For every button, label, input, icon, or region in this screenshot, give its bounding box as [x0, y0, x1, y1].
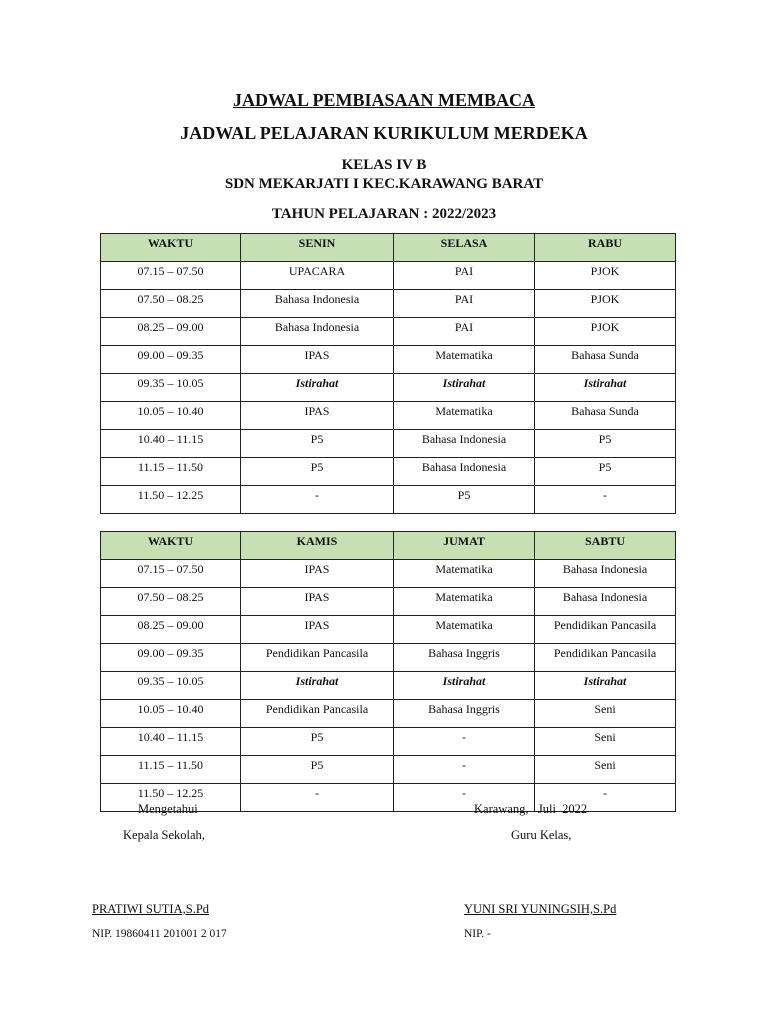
- subject-cell: Bahasa Indonesia: [394, 430, 535, 458]
- document-subtitle: JADWAL PELAJARAN KURIKULUM MERDEKA: [180, 123, 588, 143]
- principal-nip: NIP. 19860411 201001 2 017: [92, 928, 227, 940]
- time-cell: 10.05 – 10.40: [101, 402, 241, 430]
- subject-cell: Bahasa Indonesia: [241, 318, 394, 346]
- subject-cell: P5: [241, 728, 394, 756]
- table-row: [101, 374, 676, 402]
- subject-cell: Matematika: [394, 588, 535, 616]
- time-cell: 09.00 – 09.35: [101, 346, 241, 374]
- subject-cell: P5: [241, 756, 394, 784]
- subject-cell: Bahasa Inggris: [394, 644, 535, 672]
- subject-cell: -: [241, 784, 394, 812]
- principal-label: Kepala Sekolah,: [123, 828, 205, 842]
- subject-cell: -: [535, 486, 676, 514]
- acknowledged-label: Mengetahui: [138, 802, 198, 816]
- subject-cell: P5: [241, 458, 394, 486]
- subject-cell: IPAS: [241, 560, 394, 588]
- time-cell: 07.50 – 08.25: [101, 588, 241, 616]
- time-cell: 07.50 – 08.25: [101, 290, 241, 318]
- table-row: [101, 346, 676, 374]
- column-header: SELASA: [394, 234, 535, 262]
- subject-cell: Istirahat: [394, 374, 535, 402]
- subject-cell: UPACARA: [241, 262, 394, 290]
- subject-cell: Istirahat: [535, 672, 676, 700]
- subject-cell: PJOK: [535, 318, 676, 346]
- subject-cell: PAI: [394, 318, 535, 346]
- teacher-nip: NIP. -: [464, 928, 491, 940]
- subject-cell: Pendidikan Pancasila: [241, 644, 394, 672]
- table-row: [101, 290, 676, 318]
- subject-cell: Pendidikan Pancasila: [535, 616, 676, 644]
- subject-cell: -: [394, 784, 535, 812]
- subject-cell: PJOK: [535, 262, 676, 290]
- subject-cell: Matematika: [394, 402, 535, 430]
- subject-cell: Bahasa Indonesia: [394, 458, 535, 486]
- subject-cell: Pendidikan Pancasila: [241, 700, 394, 728]
- time-cell: 09.35 – 10.05: [101, 672, 241, 700]
- subject-cell: Seni: [535, 756, 676, 784]
- time-cell: 10.40 – 11.15: [101, 430, 241, 458]
- table-header-row: [101, 234, 676, 262]
- subject-cell: PAI: [394, 262, 535, 290]
- time-cell: 08.25 – 09.00: [101, 318, 241, 346]
- table-row: [101, 672, 676, 700]
- subject-cell: Istirahat: [241, 672, 394, 700]
- schedule-table-senin-rabu: [100, 233, 676, 514]
- column-header: JUMAT: [394, 532, 535, 560]
- subject-cell: P5: [394, 486, 535, 514]
- subject-cell: IPAS: [241, 616, 394, 644]
- subject-cell: IPAS: [241, 588, 394, 616]
- subject-cell: Bahasa Indonesia: [535, 560, 676, 588]
- table-row: [101, 756, 676, 784]
- time-cell: 11.50 – 12.25: [101, 784, 241, 812]
- subject-cell: PJOK: [535, 290, 676, 318]
- time-cell: 08.25 – 09.00: [101, 616, 241, 644]
- table-row: [101, 728, 676, 756]
- academic-year: TAHUN PELAJARAN : 2022/2023: [271, 206, 497, 222]
- subject-cell: Matematika: [394, 616, 535, 644]
- column-header: SABTU: [535, 532, 676, 560]
- time-cell: 11.15 – 11.50: [101, 458, 241, 486]
- table-row: [101, 318, 676, 346]
- table-row: [101, 616, 676, 644]
- subject-cell: IPAS: [241, 402, 394, 430]
- subject-cell: P5: [535, 430, 676, 458]
- time-cell: 11.50 – 12.25: [101, 486, 241, 514]
- subject-cell: Istirahat: [394, 672, 535, 700]
- time-cell: 09.00 – 09.35: [101, 644, 241, 672]
- subject-cell: Seni: [535, 728, 676, 756]
- class-label: KELAS IV B: [341, 157, 427, 173]
- subject-cell: Matematika: [394, 346, 535, 374]
- table-row: [101, 560, 676, 588]
- time-cell: 10.05 – 10.40: [101, 700, 241, 728]
- subject-cell: Istirahat: [241, 374, 394, 402]
- subject-cell: IPAS: [241, 346, 394, 374]
- time-cell: 11.15 – 11.50: [101, 756, 241, 784]
- subject-cell: Bahasa Indonesia: [241, 290, 394, 318]
- document-title: JADWAL PEMBIASAAN MEMBACA: [232, 90, 535, 110]
- teacher-label: Guru Kelas,: [511, 828, 572, 842]
- table-header-row: [101, 532, 676, 560]
- column-header: RABU: [535, 234, 676, 262]
- place-date: Karawang, Juli 2022: [474, 802, 588, 816]
- column-header: WAKTU: [101, 234, 241, 262]
- subject-cell: Istirahat: [535, 374, 676, 402]
- subject-cell: P5: [241, 430, 394, 458]
- subject-cell: -: [394, 756, 535, 784]
- schedule-table-kamis-sabtu: [100, 531, 676, 812]
- table-row: [101, 402, 676, 430]
- subject-cell: Pendidikan Pancasila: [535, 644, 676, 672]
- time-cell: 09.35 – 10.05: [101, 374, 241, 402]
- subject-cell: Bahasa Indonesia: [535, 588, 676, 616]
- table-row: [101, 486, 676, 514]
- time-cell: 07.15 – 07.50: [101, 262, 241, 290]
- subject-cell: -: [535, 784, 676, 812]
- column-header: KAMIS: [241, 532, 394, 560]
- subject-cell: Bahasa Inggris: [394, 700, 535, 728]
- table-row: [101, 644, 676, 672]
- subject-cell: PAI: [394, 290, 535, 318]
- subject-cell: P5: [535, 458, 676, 486]
- teacher-name: YUNI SRI YUNINGSIH,S.Pd: [464, 902, 617, 916]
- school-label: SDN MEKARJATI I KEC.KARAWANG BARAT: [224, 176, 544, 192]
- table-row: [101, 588, 676, 616]
- time-cell: 10.40 – 11.15: [101, 728, 241, 756]
- table-row: [101, 458, 676, 486]
- table-row: [101, 430, 676, 458]
- subject-cell: Bahasa Sunda: [535, 402, 676, 430]
- time-cell: 07.15 – 07.50: [101, 560, 241, 588]
- subject-cell: Matematika: [394, 560, 535, 588]
- table-row: [101, 700, 676, 728]
- principal-name: PRATIWI SUTIA,S.Pd: [92, 902, 210, 916]
- subject-cell: Bahasa Sunda: [535, 346, 676, 374]
- column-header: WAKTU: [101, 532, 241, 560]
- subject-cell: Seni: [535, 700, 676, 728]
- column-header: SENIN: [241, 234, 394, 262]
- subject-cell: -: [241, 486, 394, 514]
- subject-cell: -: [394, 728, 535, 756]
- table-row: [101, 262, 676, 290]
